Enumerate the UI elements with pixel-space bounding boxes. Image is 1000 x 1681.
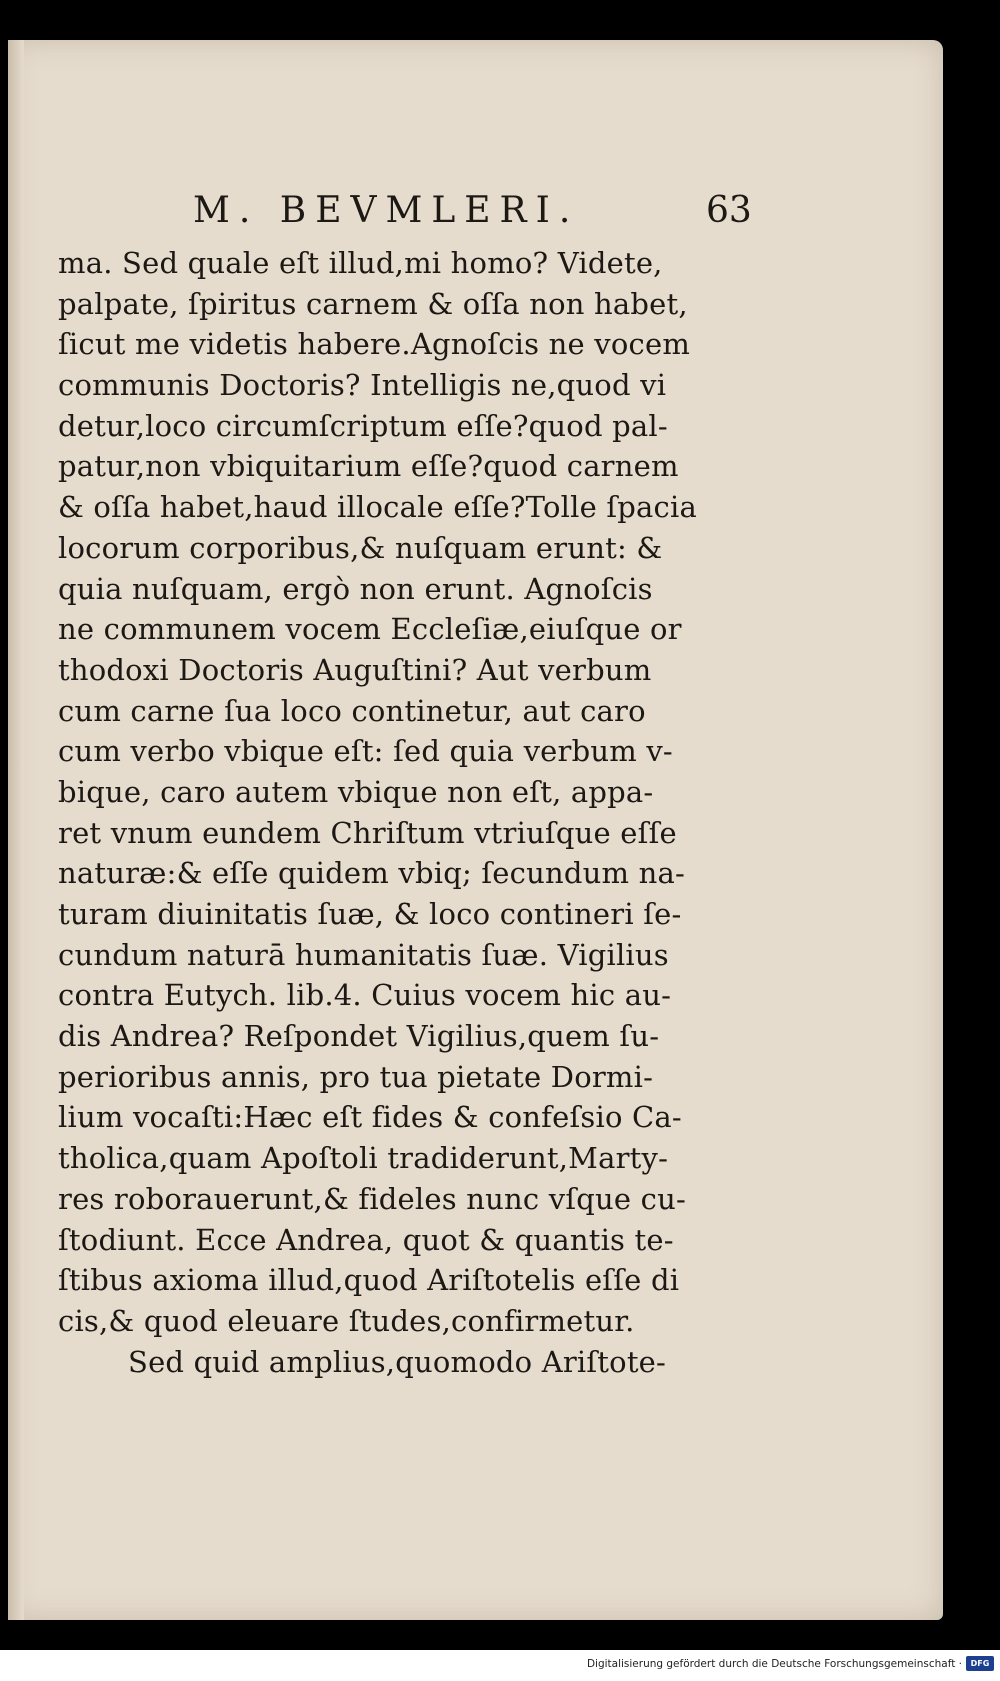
text-line: & oſſa habet,haud illocale eſſe?Tolle ſpacia bbox=[58, 490, 697, 525]
text-line: Sed quid amplius,quomodo Ariſtote- bbox=[128, 1344, 667, 1379]
text-line: cundum naturā humanitatis ſuæ. Vigilius bbox=[58, 937, 669, 972]
text-line: palpate, ſpiritus carnem & oſſa non habet, bbox=[58, 286, 688, 321]
text-line: cis,& quod eleuare ſtudes,confirmetur. bbox=[58, 1303, 635, 1338]
text-line: ret vnum eundem Chriſtum vtriuſque eſſe bbox=[58, 815, 677, 850]
body-text bbox=[58, 243, 738, 1382]
text-line: thodoxi Doctoris Auguſtini? Aut verbum bbox=[58, 652, 652, 687]
text-line: locorum corporibus,& nuſquam erunt: & bbox=[58, 530, 663, 565]
text-line: res roborauerunt,& fideles nunc vſque cu- bbox=[58, 1181, 687, 1216]
footer-bar bbox=[0, 1650, 1000, 1681]
page-header bbox=[8, 190, 943, 240]
running-head: M. BEVMLERI. bbox=[193, 190, 580, 231]
text-line: dis Andrea? Reſpondet Vigilius,quem ſu- bbox=[58, 1019, 660, 1054]
text-line: contra Eutych. lib.4. Cuius vocem hic au- bbox=[58, 978, 672, 1013]
digitization-credit: Digitalisierung gefördert durch die Deutsche Forschungsgemeinschaft · bbox=[586, 1658, 962, 1670]
text-line: ſicut me videtis habere.Agnoſcis ne vocem bbox=[58, 327, 691, 362]
text-line: quia nuſquam, ergò non erunt. Agnoſcis bbox=[58, 571, 653, 606]
text-line: ſtibus axioma illud,quod Ariſtotelis eſſe di bbox=[58, 1263, 680, 1298]
text-line: cum carne ſua loco continetur, aut caro bbox=[58, 693, 646, 728]
text-line: perioribus annis, pro tua pietate Dormi- bbox=[58, 1059, 654, 1094]
text-line: communis Doctoris? Intelligis ne,quod vi bbox=[58, 368, 667, 403]
text-line: lium vocaſti:Hæc eſt fides & confeſsio Ca- bbox=[58, 1100, 682, 1135]
text-line: detur,loco circumſcriptum eſſe?quod pal- bbox=[58, 408, 668, 443]
dfg-logo-text: DFG bbox=[970, 1659, 990, 1668]
text-line: ne communem vocem Eccleſiæ,eiuſque or bbox=[58, 612, 682, 647]
text-line: patur,non vbiquitarium eſſe?quod carnem bbox=[58, 449, 679, 484]
text-line: tholica,quam Apoſtoli tradiderunt,Marty- bbox=[58, 1141, 669, 1176]
dfg-logo-icon bbox=[966, 1656, 994, 1671]
text-line: ſtodiunt. Ecce Andrea, quot & quantis te- bbox=[58, 1222, 674, 1257]
page-number: 63 bbox=[706, 190, 752, 231]
text-line: bique, caro autem vbique non eſt, appa- bbox=[58, 774, 654, 809]
text-line: cum verbo vbique eſt: ſed quia verbum v- bbox=[58, 734, 673, 769]
text-line: turam diuinitatis ſuæ, & loco contineri ſe- bbox=[58, 897, 682, 931]
text-line: ma. Sed quale eſt illud,mi homo? Videte, bbox=[58, 246, 663, 280]
book-page bbox=[8, 40, 943, 1620]
text-line: naturæ:& eſſe quidem vbiq; ſecundum na- bbox=[58, 856, 685, 891]
page-gutter-shadow bbox=[8, 40, 24, 1620]
